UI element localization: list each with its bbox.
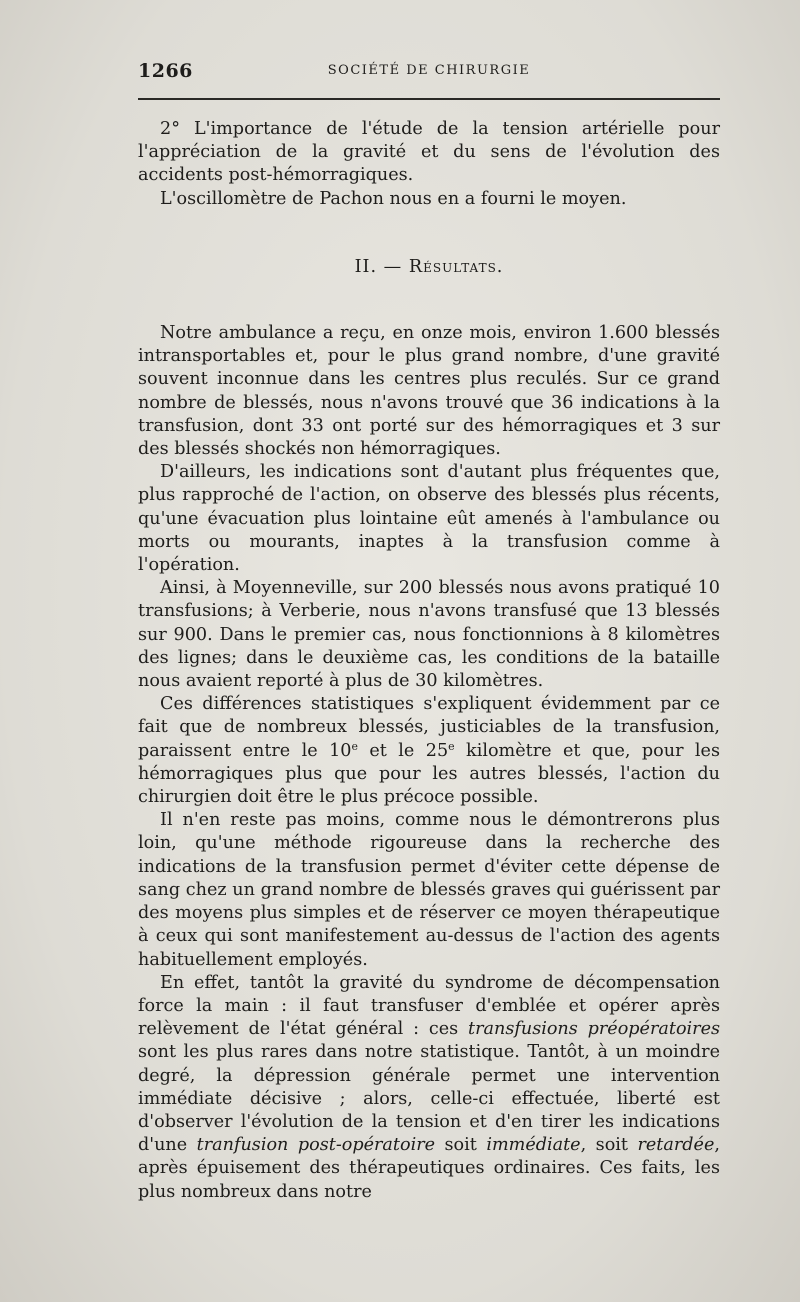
header-rule (138, 98, 720, 100)
effet-text-5: , après épuisement des thérapeutiques ordinaires. Ces faits, les plus nombreux dans notre (138, 1135, 720, 1202)
ordinal-superscript: e (448, 739, 455, 753)
effet-text-3: soit (435, 1135, 487, 1156)
effet-text-2: sont les plus rares dans notre statistique. Tantôt, à un moindre degré, la dépression générale permet une intervention immédiate décisive ; alors, celle-ci effectuée, liberté est d'observer l'évolution de la tension et d'en tirer les indications d'une (138, 1042, 720, 1156)
differences-text-1: Ces différences statistiques s'expliquent évidemment par ce fait que de nombreux blessés, justiciables de la transfusion, paraissent entre le 10 (138, 694, 720, 761)
paragraph-effet (138, 972, 720, 1204)
journal-title: SOCIÉTÉ DE CHIRURGIE (327, 63, 531, 78)
paragraph-ainsi: Ainsi, à Moyenneville, sur 200 blessés nous avons pratiqué 10 transfusions; à Verberie, nous n'avons transfusé que 13 blessés sur 900. Dans le premier cas, nous fonctionnions à 8 kilomètres des lignes; dans le deuxième cas, les conditions de la bataille nous avaient reporté à plus de 30 kilomètres. (138, 578, 720, 692)
italic-term: tranfusion post-opératoire (196, 1135, 436, 1156)
paragraph-differences (138, 693, 720, 809)
body-text (138, 118, 720, 1204)
paragraph-tension: 2° L'importance de l'étude de la tension artérielle pour l'appréciation de la gravité et du sens de l'évolution des accidents post-hémorragiques. (138, 119, 720, 186)
italic-term: retardée (637, 1135, 715, 1156)
paragraph-oscillometre: L'oscillomètre de Pachon nous en a fourni le moyen. (160, 188, 627, 209)
section-numeral: II. — (354, 256, 409, 277)
paragraph-ailleurs: D'ailleurs, les indications sont d'autant plus fréquentes que, plus rapproché de l'action, on observe des blessés plus récents, qu'une évacuation plus lointaine eût amenés à l'ambulance ou morts ou mourants, inaptes à la transfusion comme à l'opération. (138, 462, 720, 576)
italic-term: immédiate (486, 1135, 581, 1156)
differences-text-2: et le 25 (357, 740, 449, 761)
effet-text-1: En effet, tantôt la gravité du syndrome de décompensation force la main : il faut transfuser d'emblée et opérer après relèvement de l'état général : ces (138, 972, 720, 1040)
page-number: 1266 (138, 60, 193, 82)
effet-text-4: , soit (580, 1135, 638, 1156)
section-heading (138, 256, 720, 279)
italic-term: transfusions préopératoires (468, 1019, 721, 1040)
running-head (138, 60, 720, 84)
paragraph-methode: Il n'en reste pas moins, comme nous le démontrerons plus loin, qu'une méthode rigoureuse dans la recherche des indications de la transfusion permet d'éviter cette dépense de sang chez un grand nombre de blessés graves qui guérissent par des moyens plus simples et de réserver ce moyen thérapeutique à ceux qui sont manifestement au-dessus de l'action des agents habituellement employés. (138, 810, 720, 970)
differences-text-3: kilomètre et que, pour les hémorragiques plus que pour les autres blessés, l'action du chirurgien doit être le plus précoce possible. (138, 740, 720, 808)
section-heading-period: . (496, 256, 504, 277)
ordinal-superscript: e (351, 739, 358, 753)
section-name: Résultats (408, 256, 497, 277)
paragraph-ambulance: Notre ambulance a reçu, en onze mois, environ 1.600 blessés intransportables et, pour le plus grand nombre, d'une gravité souvent inconnue dans les centres plus reculés. Sur ce grand nombre de blessés, nous n'avons trouvé que 36 indications à la transfusion, dont 33 ont porté sur des hémorragiques et 3 sur des blessés shockés non hémorragiques. (138, 323, 720, 460)
